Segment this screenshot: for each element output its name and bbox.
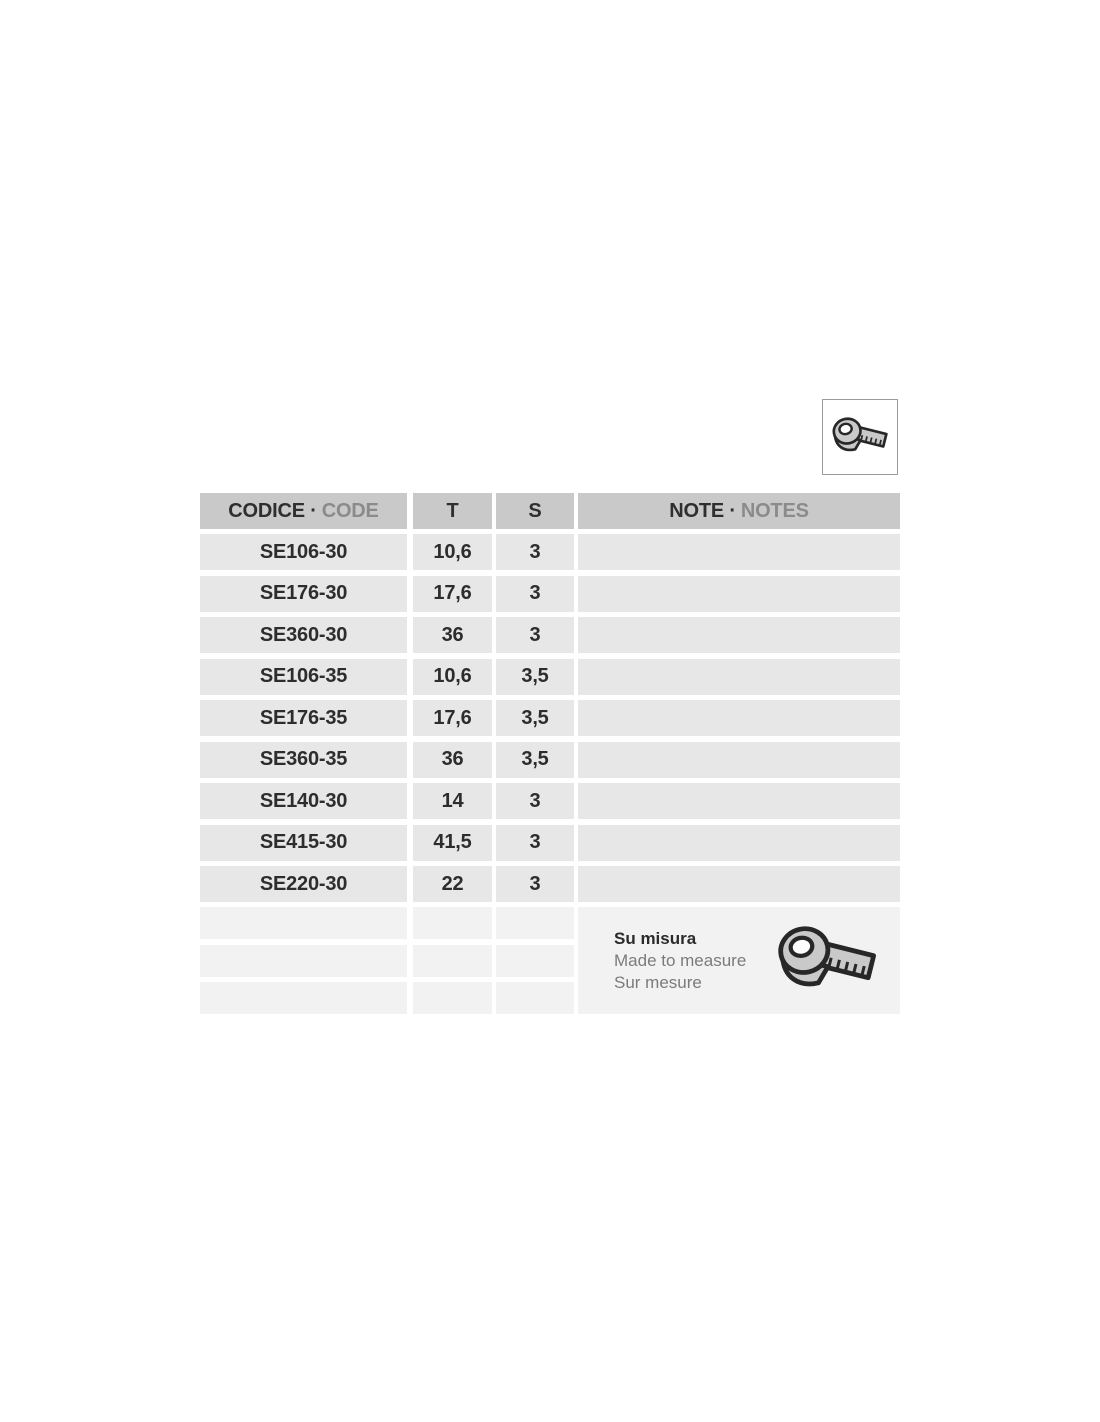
code-cell bbox=[200, 907, 407, 939]
t-cell: 36 bbox=[413, 742, 492, 778]
code-cell: SE176-30 bbox=[200, 576, 407, 612]
table-header-row bbox=[200, 493, 900, 529]
t-cell: 14 bbox=[413, 783, 492, 819]
t-cell: 22 bbox=[413, 866, 492, 902]
s-cell bbox=[496, 907, 574, 939]
note-cell bbox=[578, 825, 900, 861]
note-cell bbox=[578, 617, 900, 653]
t-cell: 17,6 bbox=[413, 700, 492, 736]
t-cell: 10,6 bbox=[413, 534, 492, 570]
s-cell: 3 bbox=[496, 866, 574, 902]
code-cell: SE415-30 bbox=[200, 825, 407, 861]
table-row bbox=[200, 866, 900, 902]
table-row bbox=[200, 534, 900, 570]
spec-table bbox=[200, 493, 900, 1014]
table-row bbox=[200, 700, 900, 736]
s-cell: 3 bbox=[496, 576, 574, 612]
code-cell bbox=[200, 982, 407, 1014]
empty-table-row bbox=[200, 907, 578, 939]
empty-table-row bbox=[200, 945, 578, 977]
s-cell: 3,5 bbox=[496, 742, 574, 778]
table-footer bbox=[200, 907, 900, 1014]
s-cell: 3 bbox=[496, 783, 574, 819]
t-cell bbox=[413, 982, 492, 1014]
s-cell bbox=[496, 945, 574, 977]
empty-rows bbox=[200, 907, 578, 1014]
table-row bbox=[200, 576, 900, 612]
t-cell: 36 bbox=[413, 617, 492, 653]
header-notes-primary: NOTE · bbox=[669, 499, 736, 522]
table-row bbox=[200, 742, 900, 778]
tape-measure-icon bbox=[774, 920, 880, 1002]
s-cell: 3 bbox=[496, 534, 574, 570]
code-cell: SE360-30 bbox=[200, 617, 407, 653]
table-row bbox=[200, 783, 900, 819]
header-notes-secondary: NOTES bbox=[740, 499, 809, 522]
table-row bbox=[200, 617, 900, 653]
header-notes bbox=[578, 493, 900, 529]
t-cell: 41,5 bbox=[413, 825, 492, 861]
made-to-measure-line-en: Made to measure bbox=[614, 950, 747, 970]
t-cell bbox=[413, 907, 492, 939]
s-cell: 3 bbox=[496, 617, 574, 653]
header-code-secondary: CODE bbox=[321, 499, 379, 522]
table-row bbox=[200, 825, 900, 861]
header-code-primary: CODICE · bbox=[228, 499, 317, 522]
table-row bbox=[200, 659, 900, 695]
code-cell: SE106-30 bbox=[200, 534, 407, 570]
note-cell bbox=[578, 742, 900, 778]
s-cell bbox=[496, 982, 574, 1014]
code-cell bbox=[200, 945, 407, 977]
note-cell bbox=[578, 659, 900, 695]
empty-table-row bbox=[200, 982, 578, 1014]
header-s: S bbox=[496, 493, 574, 529]
t-cell bbox=[413, 945, 492, 977]
s-cell: 3 bbox=[496, 825, 574, 861]
made-to-measure-line-it: Su misura bbox=[614, 928, 697, 948]
t-cell: 17,6 bbox=[413, 576, 492, 612]
s-cell: 3,5 bbox=[496, 700, 574, 736]
made-to-measure-cell bbox=[578, 907, 900, 1014]
header-t: T bbox=[413, 493, 492, 529]
t-cell: 10,6 bbox=[413, 659, 492, 695]
tape-measure-icon bbox=[830, 414, 890, 460]
s-cell: 3,5 bbox=[496, 659, 574, 695]
note-cell bbox=[578, 700, 900, 736]
note-cell bbox=[578, 783, 900, 819]
made-to-measure-line-fr: Sur mesure bbox=[614, 972, 702, 992]
made-to-measure-text bbox=[614, 928, 746, 994]
code-cell: SE140-30 bbox=[200, 783, 407, 819]
note-cell bbox=[578, 866, 900, 902]
header-code bbox=[200, 493, 407, 529]
tape-measure-badge bbox=[822, 399, 898, 475]
note-cell bbox=[578, 576, 900, 612]
code-cell: SE220-30 bbox=[200, 866, 407, 902]
code-cell: SE360-35 bbox=[200, 742, 407, 778]
note-cell bbox=[578, 534, 900, 570]
code-cell: SE106-35 bbox=[200, 659, 407, 695]
code-cell: SE176-35 bbox=[200, 700, 407, 736]
